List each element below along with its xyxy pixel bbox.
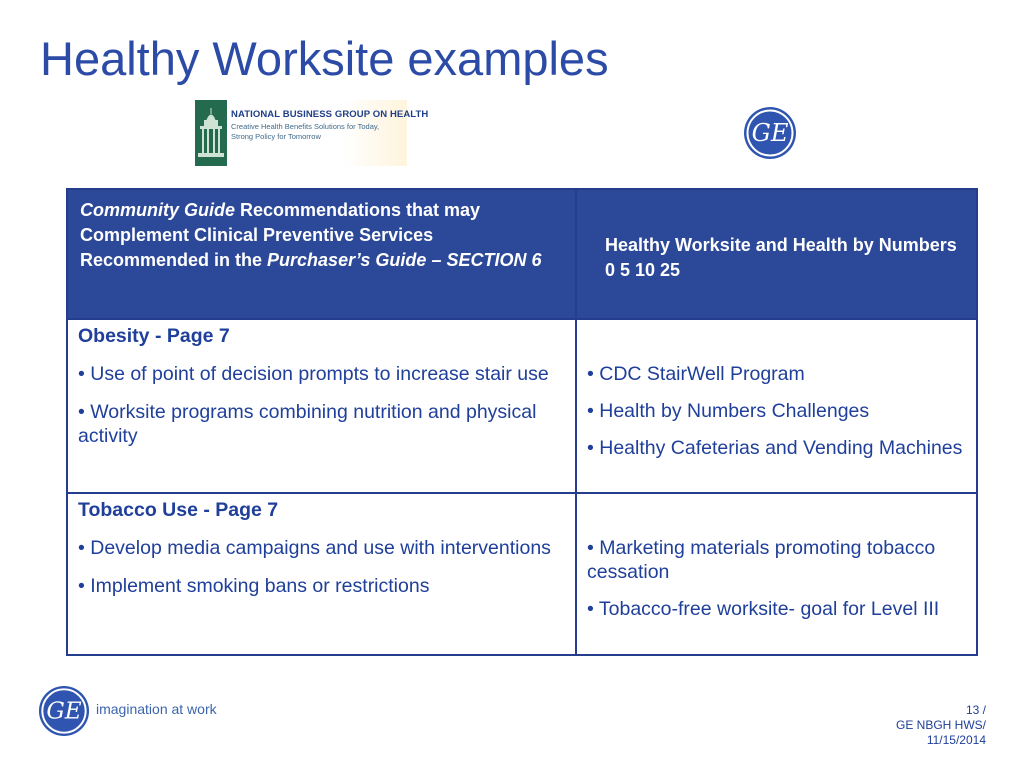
list-item: • Tobacco-free worksite- goal for Level III (587, 598, 940, 620)
nbgh-tagline (231, 122, 379, 142)
capitol-building-icon (195, 100, 227, 166)
recommendations-table (66, 188, 978, 656)
imagination-at-work-tagline: imagination at work (96, 701, 217, 717)
row-obesity-guide-cell (67, 319, 576, 493)
list-item: • CDC StairWell Program (587, 363, 805, 385)
page-number: 13 / (965, 703, 986, 717)
table-row (67, 319, 977, 493)
list-item: • Health by Numbers Challenges (587, 400, 870, 422)
nbgh-tagline-line-1: Creative Health Benefits Solutions for Today, (231, 122, 380, 131)
section-heading-tobacco: Tobacco Use - Page 7 (78, 499, 279, 521)
table-header-row (67, 189, 977, 319)
row-tobacco-guide-cell (67, 493, 576, 655)
ge-logo-icon (743, 106, 797, 160)
list-item: • Use of point of decision prompts to increase stair use (78, 363, 549, 385)
footer-date: 11/15/2014 (926, 733, 986, 747)
list-item: • Healthy Cafeterias and Vending Machines (587, 437, 963, 459)
table-row (67, 493, 977, 655)
nbgh-tagline-line-2: Strong Policy for Tomorrow (231, 132, 321, 141)
ge-logo-text: GE (751, 119, 789, 147)
slide-title: Healthy Worksite examples (40, 32, 609, 85)
footer-org: GE NBGH HWS/ (895, 718, 986, 732)
ge-logo-text: GE (46, 698, 82, 725)
list-item: • Worksite programs combining nutrition and physical activity (78, 401, 537, 447)
slide-footer (896, 703, 986, 748)
list-item: • Develop media campaigns and use with interventions (78, 537, 551, 559)
row-tobacco-worksite-cell (576, 493, 977, 655)
ge-logo-icon (38, 685, 90, 737)
list-item: • Implement smoking bans or restrictions (78, 575, 430, 597)
header-community-guide-label: Community Guide (80, 200, 236, 220)
nbgh-name: NATIONAL BUSINESS GROUP ON HEALTH (231, 109, 429, 120)
row-obesity-worksite-cell (576, 319, 977, 493)
header-purchasers-guide-label: Purchaser’s Guide – SECTION 6 (267, 250, 542, 270)
header-healthy-worksite-text: Healthy Worksite and Health by Numbers 0 5 10 25 (605, 235, 957, 280)
header-cell-healthy-worksite (576, 189, 977, 319)
nbgh-logo (195, 100, 429, 166)
header-cell-community-guide (67, 189, 576, 319)
list-item: • Marketing materials promoting tobacco cessation (587, 537, 936, 583)
header-recommendations-text: Recommendations that may Complement Clinical Preventive Services Recommended in the (80, 200, 481, 270)
section-heading-obesity: Obesity - Page 7 (78, 325, 230, 347)
